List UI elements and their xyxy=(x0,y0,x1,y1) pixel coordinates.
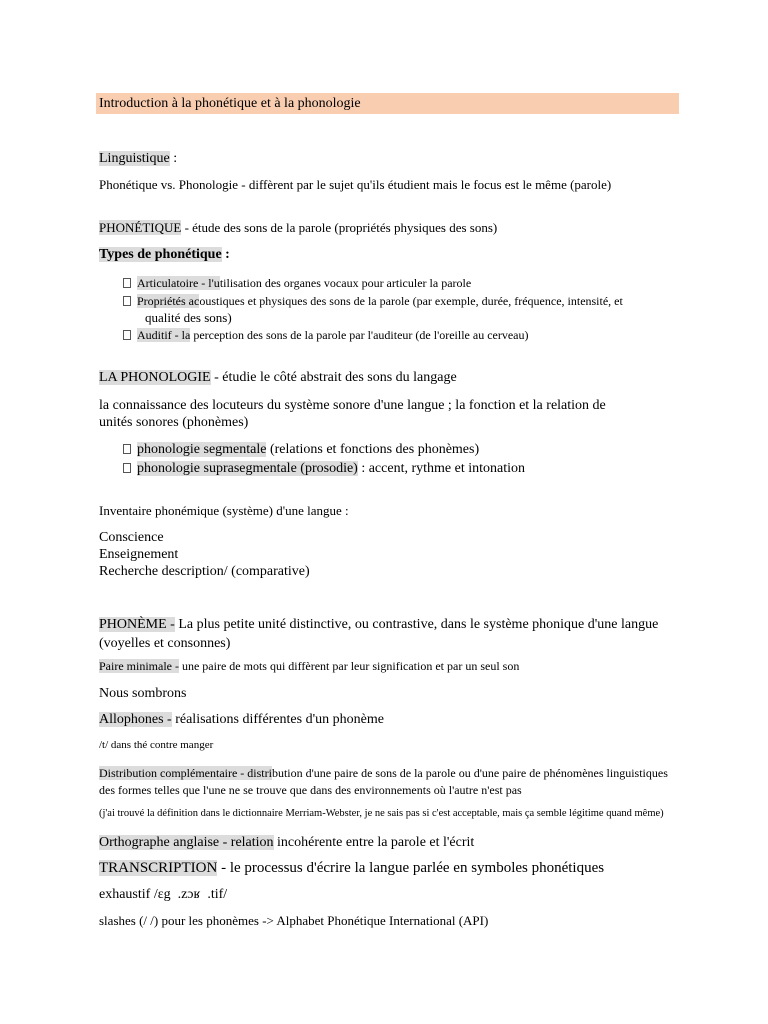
orthographe-anglaise: Orthographe anglaise - relation incohérente entre la parole et l'écrit xyxy=(99,835,475,850)
list-item: phonologie suprasegmentale (prosodie) : accent, rythme et intonation xyxy=(123,459,525,478)
t-example: /t/ dans thé contre manger xyxy=(99,739,214,751)
source-note: (j'ai trouvé la définition dans le dictionnaire Merriam-Webster, je ne sais pas si c'est acceptable, mais ça semble légitime quand même) xyxy=(99,808,664,819)
list-item: Propriétés acoustiques et physiques des sons de la parole (par exemple, durée, fréquence, intensité, et xyxy=(123,294,623,310)
types-heading: Types de phonétique : xyxy=(99,247,230,262)
nous-sombrons: Nous sombrons xyxy=(99,686,187,701)
list-item: Auditif - la perception des sons de la parole par l'auditeur (de l'oreille au cerveau) xyxy=(123,328,623,346)
allophones: Allophones - réalisations différentes d'un phonème xyxy=(99,712,384,727)
phonologie-list xyxy=(123,440,525,478)
document-title: Introduction à la phonétique et à la phonologie xyxy=(99,96,361,111)
phonetique-vs-phonologie: Phonétique vs. Phonologie - diffèrent par le sujet qu'ils étudient mais le focus est le même (parole) xyxy=(99,177,612,192)
bullet-icon xyxy=(123,444,131,454)
paire-minimale: Paire minimale - une paire de mots qui diffèrent par leur signification et par un seul son xyxy=(99,659,520,673)
title-bar xyxy=(96,93,679,114)
bullet-icon xyxy=(123,330,131,340)
list-item: Enseignement xyxy=(99,547,179,562)
phonetique-heading: PHONÉTIQUE - étude des sons de la parole (propriétés physiques des sons) xyxy=(99,220,498,235)
phoneme-definition: PHONÈME - La plus petite unité distinctive, ou contrastive, dans le système phonique d'une langue (voyelles et consonnes) xyxy=(99,617,659,651)
exhaustif-example: exhaustif /ɛg .zɔʁ .tif/ xyxy=(99,887,228,902)
list-item: Conscience xyxy=(99,530,164,545)
bullet-icon xyxy=(123,278,131,288)
list-item: Recherche description/ (comparative) xyxy=(99,564,310,579)
list-item: Articulatoire - l'utilisation des organes vocaux pour articuler la parole xyxy=(123,276,623,294)
phonologie-description: la connaissance des locuteurs du système sonore d'une langue ; la fonction et la relation de unités sonores (phonèmes) xyxy=(99,398,606,430)
bullet-icon xyxy=(123,296,131,306)
list-item-continuation: qualité des sons) xyxy=(145,310,232,325)
bullet-icon xyxy=(123,463,131,473)
slashes-line: slashes (/ /) pour les phonèmes -> Alphabet Phonétique International (API) xyxy=(99,913,489,928)
transcription: TRANSCRIPTION - le processus d'écrire la langue parlée en symboles phonétiques xyxy=(99,860,605,876)
linguistique-label: Linguistique : xyxy=(99,151,178,166)
distribution-complementaire: Distribution complémentaire - distribution d'une paire de sons de la parole ou d'une paire de phénomènes linguistiques des formes telles que l'une ne se trouve que dans des environnements où l'autre n'est pas xyxy=(99,766,668,797)
inventaire-lines xyxy=(99,529,310,580)
phonologie-heading: LA PHONOLOGIE - étudie le côté abstrait des sons du langage xyxy=(99,370,457,385)
inventaire-title: Inventaire phonémique (système) d'une langue : xyxy=(99,503,349,518)
types-list xyxy=(123,276,623,346)
list-item: phonologie segmentale (relations et fonctions des phonèmes) xyxy=(123,440,525,459)
